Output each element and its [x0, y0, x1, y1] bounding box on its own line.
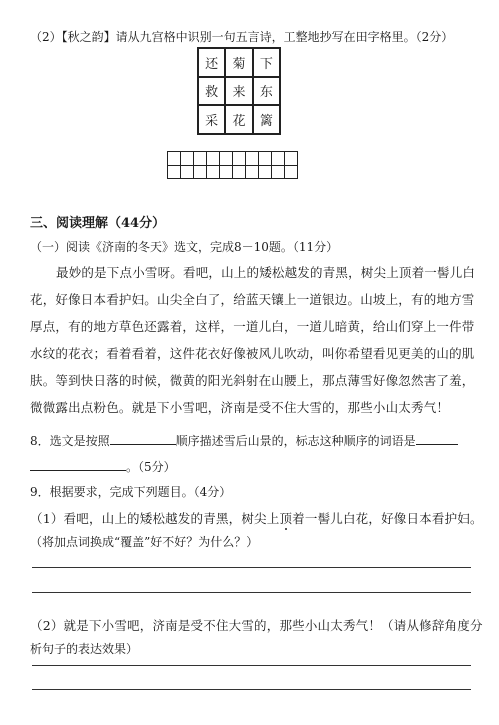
q9-item2-line2: 析句子的表达效果） [30, 642, 139, 656]
grid-cell: 篱 [253, 105, 280, 134]
passage-line: 水纹的花衣；看着看着，这件花衣好像被风儿吹动，叫你希望看见更美的山的肌 [30, 346, 475, 361]
answer-box[interactable] [284, 151, 298, 179]
q8-part-a: 8．选文是按照 [30, 434, 110, 448]
q8-part-c: 。（5分） [126, 460, 176, 474]
q9-item1-text-a: （1）看吧，山上的矮松越发的青黑，树尖上 [30, 511, 280, 526]
answer-box[interactable] [167, 151, 181, 179]
q9-item1-text-b: 着一髻儿白花，好像日本看护妇。 [292, 511, 483, 526]
passage-line: 厚点，有的地方草色还露着，这样，一道儿白，一道儿暗黄，给山们穿上一件带 [30, 319, 475, 334]
q8-blank-words-1[interactable] [416, 444, 458, 445]
passage-line: 花，好像日本看护妇。山尖全白了，给蓝天镶上一道银边。山坡上，有的地方雪 [30, 292, 475, 307]
answer-box[interactable] [271, 151, 285, 179]
nine-square-grid [197, 47, 281, 135]
q9-item2-line1: （2）就是下小雪吧，济南是受不住大雪的，那些小山太秀气！（请从修辞角度分 [30, 618, 483, 633]
grid-cell: 采 [198, 105, 225, 134]
q9-item1-line2: （将加点词换成“覆盖”好不好？为什么？） [30, 535, 259, 549]
grid-cell: 东 [253, 77, 280, 106]
answer-box[interactable] [193, 151, 207, 179]
q2-prompt: （2）【秋之韵】请从九宫格中识别一句五言诗，工整地抄写在田字格里。（2分） [30, 30, 454, 44]
grid-cell: 救 [198, 77, 225, 106]
answer-line[interactable] [32, 592, 471, 593]
passage-line: 肤。等到快日落的时候，微黄的阳光斜射在山腰上，那点薄雪好像忽然害了羞， [30, 373, 475, 388]
answer-line[interactable] [32, 665, 471, 666]
q8-blank-words-2[interactable] [30, 470, 126, 471]
q9-item1-line1 [30, 509, 499, 527]
grid-cell: 花 [225, 105, 252, 134]
q8-line2 [30, 458, 499, 475]
q8-blank-order[interactable] [110, 444, 176, 445]
grid-cell: 还 [198, 48, 225, 77]
answer-box[interactable] [232, 151, 246, 179]
q9-item1-dotted-word: 顶 [279, 511, 293, 526]
answer-boxes[interactable] [168, 151, 298, 179]
grid-cell: 来 [225, 77, 252, 106]
q9-heading: 9．根据要求，完成下列题目。（4分） [30, 485, 232, 499]
section3-heading: 三、阅读理解（44分） [30, 216, 166, 231]
answer-box[interactable] [219, 151, 233, 179]
q8-line1 [30, 432, 499, 449]
answer-line[interactable] [32, 689, 471, 690]
passage-line: 最妙的是下点小雪呀。看吧，山上的矮松越发的青黑，树尖上顶着一髻儿白 [56, 265, 476, 280]
answer-box[interactable] [180, 151, 194, 179]
answer-box[interactable] [206, 151, 220, 179]
passage-line: 微微露出点粉色。就是下小雪吧，济南是受不住大雪的，那些小山太秀气！ [30, 400, 450, 415]
grid-cell: 下 [253, 48, 280, 77]
answer-box[interactable] [245, 151, 259, 179]
q8-part-b: 顺序描述雪后山景的，标志这种顺序的词语是 [175, 434, 416, 448]
section3-sub1: （一）阅读《济南的冬天》选文，完成8－10题。（11分） [30, 240, 339, 254]
answer-box[interactable] [258, 151, 272, 179]
grid-cell: 菊 [225, 48, 252, 77]
answer-line[interactable] [32, 567, 471, 568]
